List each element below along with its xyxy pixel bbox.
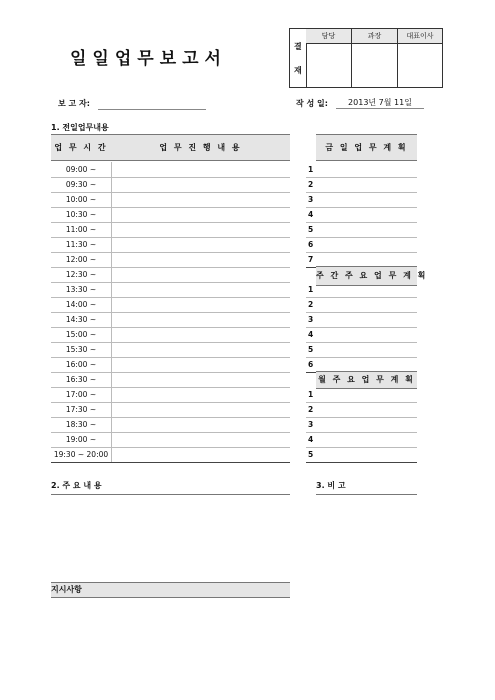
reporter-label: 보 고 자: [58,99,90,108]
plan-item-number: 3 [308,315,314,324]
plan-item-number: 3 [308,195,314,204]
time-row [51,297,290,313]
time-cell: 09:30 ~ [51,177,112,192]
plan-item-number: 1 [308,165,314,174]
plan-item-number: 5 [308,450,314,459]
content-cell[interactable] [112,447,290,462]
today-plan-row[interactable] [306,237,417,253]
approval-column-ceo[interactable]: 대표이사 [398,29,442,87]
content-column-header: 업 무 진 행 내 용 [111,134,290,161]
plan-item-number: 6 [308,360,314,369]
plan-item-number: 1 [308,285,314,294]
monthly-plan-row[interactable] [306,447,417,463]
content-cell[interactable] [112,207,290,222]
content-cell[interactable] [112,282,290,297]
time-cell: 13:30 ~ [51,282,112,297]
content-cell[interactable] [112,417,290,432]
time-row [51,207,290,223]
time-row [51,267,290,283]
approval-side-label: 결 재 [290,29,307,87]
today-plan-header: 금 일 업 무 계 획 [316,134,417,161]
plan-item-number: 2 [308,180,314,189]
time-column-header: 업 무 시 간 [51,134,112,161]
plan-item-number: 4 [308,330,314,339]
monthly-plan-row[interactable] [306,387,417,403]
date-label: 작 성 일: [296,99,328,108]
approval-column-manager[interactable]: 담당 [306,29,352,87]
section2-title: 2. 주 요 내 용 [51,480,290,495]
content-cell[interactable] [112,162,290,177]
section1-title: 1. 전일업무내용 [51,123,109,132]
today-plan-row[interactable] [306,207,417,223]
today-plan-row[interactable] [306,222,417,238]
plan-item-number: 1 [308,390,314,399]
content-cell[interactable] [112,357,290,372]
time-row [51,432,290,448]
time-cell: 12:00 ~ [51,252,112,267]
instructions-title: 지시사항 [51,582,290,598]
document-title: 일일업무보고서 [70,49,227,69]
today-plan-row[interactable] [306,192,417,208]
content-cell[interactable] [112,267,290,282]
time-row [51,177,290,193]
monthly-plan-row[interactable] [306,432,417,448]
plan-item-number: 4 [308,210,314,219]
monthly-plan-header: 월 주 요 업 무 계 획 [316,371,417,389]
approval-column-chief[interactable]: 과장 [352,29,398,87]
weekly-plan-row[interactable] [306,312,417,328]
plan-item-number: 5 [308,225,314,234]
content-cell[interactable] [112,312,290,327]
content-cell[interactable] [112,387,290,402]
weekly-plan-header: 주 간 주 요 업 무 계 획 [316,266,417,286]
plan-item-number: 6 [308,240,314,249]
plan-item-number: 2 [308,405,314,414]
time-cell: 16:00 ~ [51,357,112,372]
time-row [51,402,290,418]
time-row [51,222,290,238]
time-cell: 14:00 ~ [51,297,112,312]
time-row [51,447,290,463]
plan-item-number: 4 [308,435,314,444]
time-cell: 15:30 ~ [51,342,112,357]
time-cell: 19:00 ~ [51,432,112,447]
date-field[interactable]: 2013년 7월 11일 [336,97,424,109]
time-row [51,387,290,403]
time-cell: 10:30 ~ [51,207,112,222]
time-cell: 17:00 ~ [51,387,112,402]
time-row [51,282,290,298]
time-cell: 10:00 ~ [51,192,112,207]
plan-item-number: 7 [308,255,314,264]
section3-title: 3. 비 고 [316,480,417,495]
content-cell[interactable] [112,177,290,192]
plan-item-number: 2 [308,300,314,309]
content-cell[interactable] [112,372,290,387]
time-cell: 17:30 ~ [51,402,112,417]
section3-content-area[interactable] [316,496,417,676]
time-cell: 09:00 ~ [51,162,112,177]
time-cell: 14:30 ~ [51,312,112,327]
time-cell: 15:00 ~ [51,327,112,342]
monthly-plan-row[interactable] [306,402,417,418]
time-cell: 11:30 ~ [51,237,112,252]
time-cell: 16:30 ~ [51,372,112,387]
time-row [51,417,290,433]
plan-item-number: 3 [308,420,314,429]
content-cell[interactable] [112,327,290,342]
weekly-plan-row[interactable] [306,282,417,298]
today-plan-row[interactable] [306,162,417,178]
time-row [51,312,290,328]
time-cell: 11:00 ~ [51,222,112,237]
time-row [51,162,290,178]
time-row [51,372,290,388]
content-cell[interactable] [112,297,290,312]
time-cell: 12:30 ~ [51,267,112,282]
approval-box [289,28,443,88]
time-row [51,342,290,358]
time-row [51,192,290,208]
content-cell[interactable] [112,402,290,417]
content-cell[interactable] [112,237,290,252]
content-cell[interactable] [112,432,290,447]
weekly-plan-row[interactable] [306,327,417,343]
content-cell[interactable] [112,252,290,267]
today-plan-row[interactable] [306,177,417,193]
time-row [51,327,290,343]
plan-item-number: 5 [308,345,314,354]
time-row [51,237,290,253]
weekly-plan-row[interactable] [306,342,417,358]
weekly-plan-row[interactable] [306,297,417,313]
time-row [51,357,290,373]
content-cell[interactable] [112,342,290,357]
section2-content-area[interactable] [51,496,290,580]
content-cell[interactable] [112,192,290,207]
time-cell: 19:30 ~ 20:00 [51,447,112,462]
time-row [51,252,290,268]
content-cell[interactable] [112,222,290,237]
instructions-content-area[interactable] [51,598,290,678]
monthly-plan-row[interactable] [306,417,417,433]
time-cell: 18:30 ~ [51,417,112,432]
reporter-field[interactable] [98,99,206,110]
